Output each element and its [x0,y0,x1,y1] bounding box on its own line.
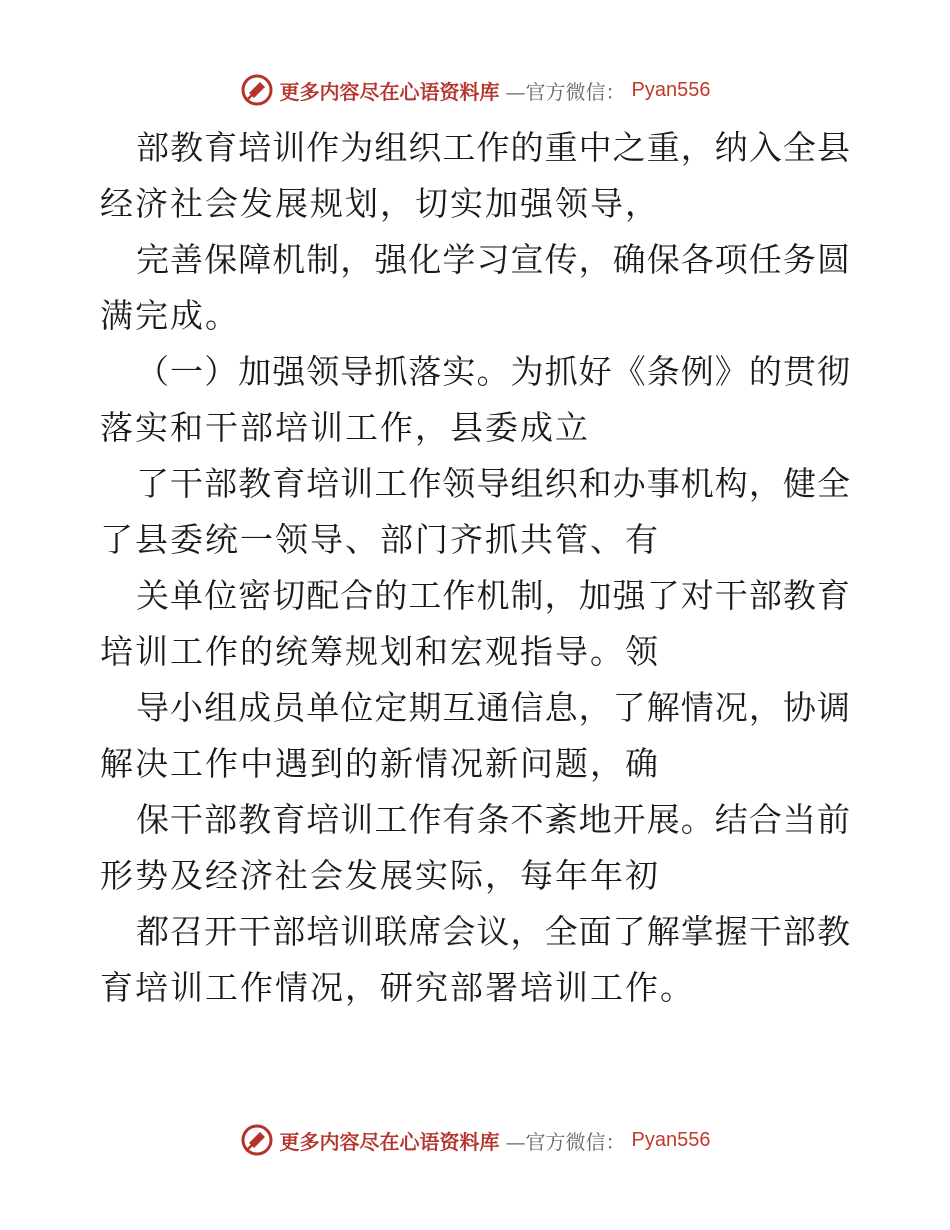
text-line [100,680,850,736]
text-char: 纳 [714,128,748,167]
text-char: 情 [680,688,714,727]
text-char: 组 [510,464,544,503]
text-char: 部 [136,128,169,167]
text-char: 部 [204,464,238,503]
text-char: 议 [476,912,510,951]
footer-watermark [0,1120,950,1160]
text-line [100,960,850,1016]
text-char: 确 [612,240,646,279]
book-pen-logo-icon [240,73,274,107]
header-watermark [0,70,950,110]
text-char: 工 [442,128,476,167]
text-char: 制 [306,240,340,279]
text-line [100,624,850,680]
text-char: 工 [374,800,408,839]
text-char: 了 [612,912,646,951]
text-line [100,792,850,848]
text-char: 任 [748,240,782,279]
text-char: 育 [204,128,238,167]
text-char: 作 [306,128,340,167]
text-run: 落实和干部培训工作，县委成立 [100,408,590,447]
text-char: 作 [442,576,476,615]
text-char: 掌 [680,912,714,951]
text-char: 作 [476,128,510,167]
text-char: 不 [510,800,544,839]
text-char: 保 [204,240,238,279]
text-char: 织 [408,128,442,167]
text-char: 健 [782,464,816,503]
text-char: 协 [782,688,816,727]
text-char: 完 [136,240,169,279]
text-char: 联 [374,912,408,951]
text-char: 加 [238,352,272,391]
text-char: 导 [136,688,169,727]
text-run: 解决工作中遇到的新情况新问题，确 [100,744,660,783]
text-char: 织 [544,464,578,503]
text-char: 成 [238,688,272,727]
text-char: 培 [238,128,272,167]
text-char: 领 [306,352,340,391]
watermark-separator: —官方微信： [505,79,626,104]
text-char: 通 [476,688,510,727]
text-line [100,456,850,512]
text-char: 了 [612,688,646,727]
text-char: 实 [442,352,476,391]
text-char: 训 [340,800,374,839]
text-char: 部 [272,912,306,951]
text-char: 领 [442,464,476,503]
text-char: 教 [238,800,272,839]
text-char: 。 [680,800,714,839]
watermark-text: 更多内容尽在心语资料库 [279,79,500,104]
text-char: 训 [340,464,374,503]
text-char: 抓 [544,352,578,391]
text-char: 之 [612,128,646,167]
text-char: 全 [816,464,850,503]
text-char: 保 [646,240,680,279]
text-char: 有 [442,800,476,839]
text-char: ， [680,128,714,167]
watermark-text: 更多内容尽在心语资料库 [279,1129,500,1154]
text-char: 障 [238,240,272,279]
text-char: 了 [136,464,169,503]
text-char: 的 [374,576,408,615]
text-char: 况 [714,688,748,727]
text-char: 定 [374,688,408,727]
text-char: 办 [612,464,646,503]
text-char: 导 [340,352,374,391]
text-char: 制 [510,576,544,615]
text-char: 干 [170,464,204,503]
text-char: 为 [510,352,544,391]
text-char: 位 [204,576,238,615]
text-char: 对 [680,576,714,615]
text-char: ， [544,576,578,615]
text-char: 育 [272,464,306,503]
text-char: 化 [408,240,442,279]
text-char: 。 [476,352,510,391]
text-char: 紊 [544,800,578,839]
text-char: 结 [714,800,748,839]
text-char: 项 [714,240,748,279]
text-line [100,176,850,232]
text-char: 前 [816,800,850,839]
text-char: 工 [408,576,442,615]
text-char: 重 [646,128,680,167]
text-char: 培 [306,464,340,503]
text-char: 全 [782,128,816,167]
text-run: 培训工作的统筹规划和宏观指导。领 [100,632,660,671]
text-char: 干 [748,912,782,951]
text-char: 抓 [374,352,408,391]
text-char: 培 [306,912,340,951]
text-char: 息 [544,688,578,727]
text-char: 圆 [816,240,850,279]
text-char: 握 [714,912,748,951]
text-line [100,904,850,960]
text-char: 全 [544,912,578,951]
text-char: 位 [340,688,374,727]
text-char: 宣 [510,240,544,279]
text-char: 《 [612,352,646,391]
text-char: 彻 [816,352,850,391]
text-char: 组 [374,128,408,167]
text-char: ， [578,688,612,727]
text-char: 传 [544,240,578,279]
text-char: 密 [238,576,272,615]
text-char: 部 [204,800,238,839]
text-char: 导 [476,464,510,503]
text-char: 强 [612,576,646,615]
text-line [100,512,850,568]
text-char: 单 [306,688,340,727]
text-char: 训 [272,128,306,167]
text-char: 贯 [782,352,816,391]
text-char: 切 [272,576,306,615]
text-char: 强 [374,240,408,279]
text-char: 配 [306,576,340,615]
text-char: 教 [238,464,272,503]
text-char: 习 [476,240,510,279]
text-line [100,568,850,624]
text-char: 好 [578,352,612,391]
text-char: 事 [646,464,680,503]
watermark-separator: —官方微信： [505,1129,626,1154]
text-char: 部 [782,912,816,951]
text-char: 作 [408,464,442,503]
text-char: 开 [204,912,238,951]
text-run: 满完成。 [100,296,240,335]
text-char: ， [578,240,612,279]
text-char: 开 [612,800,646,839]
text-char: 一 [170,352,204,391]
text-line [100,288,850,344]
book-pen-logo-icon [240,1123,274,1157]
text-char: 干 [170,800,204,839]
text-char: 入 [748,128,782,167]
text-char: （ [136,352,169,391]
text-char: 》 [714,352,748,391]
text-char: 学 [442,240,476,279]
text-line [100,120,850,176]
text-char: 例 [680,352,714,391]
text-char: 育 [816,576,850,615]
text-char: 教 [170,128,204,167]
text-char: 务 [782,240,816,279]
text-char: 部 [748,576,782,615]
text-char: 调 [816,688,850,727]
text-char: 育 [272,800,306,839]
text-char: 条 [476,800,510,839]
text-line [100,736,850,792]
text-char: 的 [748,352,782,391]
text-char: ， [510,912,544,951]
text-char: 为 [340,128,374,167]
text-line [100,400,850,456]
text-char: 员 [272,688,306,727]
text-char: ， [340,240,374,279]
text-char: 当 [782,800,816,839]
text-char: ， [748,464,782,503]
text-run: 形势及经济社会发展实际，每年年初 [100,856,660,895]
text-char: 干 [238,912,272,951]
text-char: 机 [476,576,510,615]
text-char: 教 [816,912,850,951]
text-char: 展 [646,800,680,839]
text-char: 召 [170,912,204,951]
text-char: 干 [714,576,748,615]
text-char: 中 [578,128,612,167]
document-body [100,120,850,1016]
text-char: ） [204,352,238,391]
text-char: 构 [714,464,748,503]
text-char: 解 [646,688,680,727]
text-char: 地 [578,800,612,839]
text-run: 经济社会发展规划，切实加强领导， [100,184,660,223]
text-char: 保 [136,800,169,839]
text-char: 强 [272,352,306,391]
text-char: 单 [170,576,204,615]
text-char: 关 [136,576,169,615]
text-char: 都 [136,912,169,951]
text-char: 合 [748,800,782,839]
text-char: 面 [578,912,612,951]
text-run: 育培训工作情况，研究部署培训工作。 [100,968,695,1007]
text-char: 教 [782,576,816,615]
watermark-wechat-id: Pyan556 [631,78,711,101]
text-line [100,848,850,904]
text-char: 机 [680,464,714,503]
text-char: 会 [442,912,476,951]
text-char: 的 [510,128,544,167]
text-char: 信 [510,688,544,727]
text-char: 解 [646,912,680,951]
text-char: 善 [170,240,204,279]
text-char: 落 [408,352,442,391]
text-char: 期 [408,688,442,727]
text-char: 重 [544,128,578,167]
text-char: 了 [646,576,680,615]
text-run: 了县委统一领导、部门齐抓共管、有 [100,520,660,559]
text-char: 工 [374,464,408,503]
text-char: 培 [306,800,340,839]
text-char: 机 [272,240,306,279]
text-char: 组 [204,688,238,727]
text-char: 加 [578,576,612,615]
watermark-wechat-id: Pyan556 [631,1128,711,1151]
text-char: 席 [408,912,442,951]
text-char: 条 [646,352,680,391]
text-char: 互 [442,688,476,727]
text-char: 和 [578,464,612,503]
text-char: 各 [680,240,714,279]
text-char: 小 [170,688,204,727]
text-char: 训 [340,912,374,951]
text-char: 县 [816,128,850,167]
text-line [100,344,850,400]
text-char: 作 [408,800,442,839]
text-line [100,232,850,288]
text-char: ， [748,688,782,727]
text-char: 合 [340,576,374,615]
